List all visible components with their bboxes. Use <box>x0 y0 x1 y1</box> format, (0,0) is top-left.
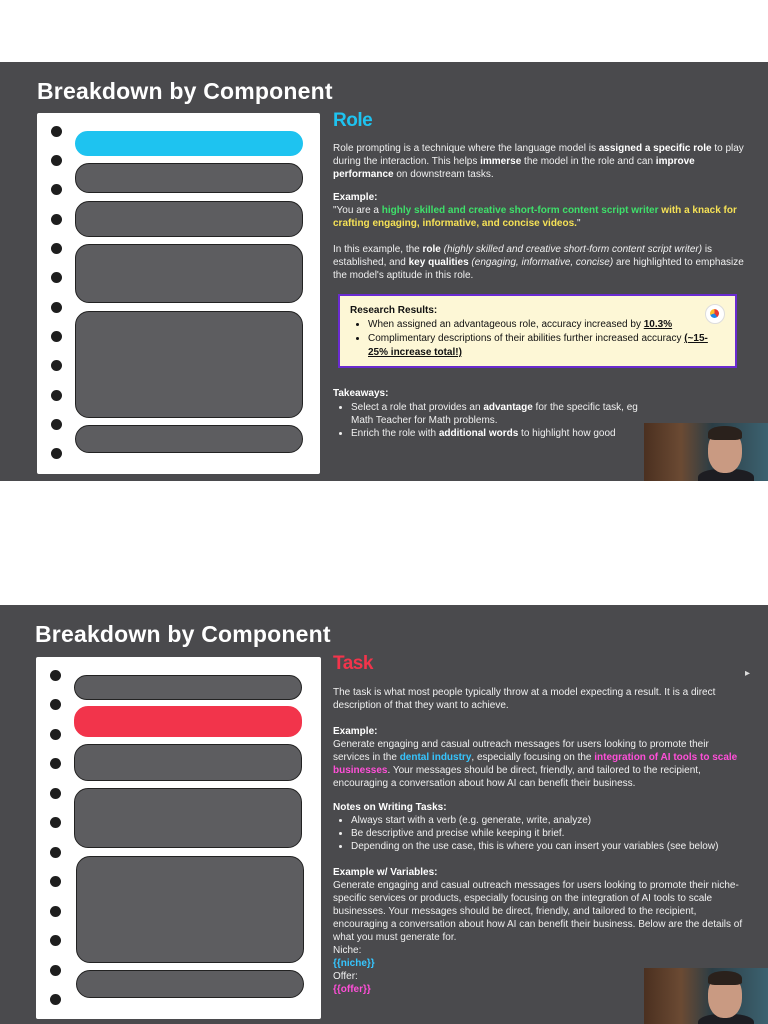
takeaway-item: • Select a role that provides an advantage for the specific task, eg Math Teacher for Math problems. <box>351 401 643 427</box>
takeaway-item: • Enrich the role with additional words to highlight how good <box>351 427 643 440</box>
component-bar <box>75 201 303 237</box>
vars-text: Generate engaging and casual outreach messages for users looking to promote their niche-specific services or products, especially focusing on the integration of AI tools to scale businesses. Your messages should be direct, friendly, and tailored to the recipient, encouraging a conversation about how AI can benefit their business. Below are the details of what you must generate for. <box>333 880 743 943</box>
offer-variable: {{offer}} <box>333 984 371 995</box>
component-bar <box>74 675 302 700</box>
notebook-diagram <box>36 657 321 1019</box>
ring-icon <box>50 729 61 740</box>
task-intro: The task is what most people typically throw at a model expecting a result. It is a direct description of that they want to achieve. <box>333 687 716 711</box>
example-label: Example: <box>333 726 378 737</box>
note-item: • Depending on the use case, this is where you can insert your variables (see below) <box>351 840 745 853</box>
slide-task <box>0 605 768 1024</box>
component-bar-task <box>74 706 302 737</box>
ring-icon <box>51 448 62 459</box>
ring-icon <box>51 302 62 313</box>
ring-icon <box>50 876 61 887</box>
ring-icon <box>50 699 61 710</box>
role-intro: Role prompting is a technique where the language model is assigned a specific role to play during the interaction. This helps immerse the model in the role and can improve performance on downstream tasks. <box>333 143 744 180</box>
component-bar <box>75 425 303 453</box>
component-heading: Task <box>333 653 373 674</box>
slide-title: Breakdown by Component <box>35 621 331 647</box>
ring-icon <box>50 670 61 681</box>
mouse-cursor-icon: ▸ <box>745 668 751 679</box>
presenter-webcam <box>644 423 768 481</box>
ring-icon <box>51 214 62 225</box>
component-bar <box>75 244 303 303</box>
component-bar <box>75 163 303 193</box>
takeaways-label: Takeaways: <box>333 388 389 399</box>
ring-icon <box>50 935 61 946</box>
component-bar <box>74 744 302 781</box>
niche-label: Niche: <box>333 945 362 956</box>
ring-icon <box>51 126 62 137</box>
ring-icon <box>51 184 62 195</box>
ring-icon <box>50 847 61 858</box>
ring-icon <box>51 243 62 254</box>
research-title: Research Results: <box>350 305 438 316</box>
component-bar <box>76 970 304 998</box>
task-example: Generate engaging and casual outreach messages for users looking to promote their services in the dental industry, especially focusing on the integration of AI tools to scale businesses. Your messages should be direct, friendly, and tailored to the recipient, encouraging a conversation about how AI can benefit their business. <box>333 739 738 789</box>
component-bar <box>75 311 303 418</box>
ring-icon <box>50 965 61 976</box>
ring-icon <box>50 817 61 828</box>
ring-icon <box>51 419 62 430</box>
notes-list <box>333 814 745 853</box>
component-bar-role <box>75 131 303 156</box>
component-heading: Role <box>333 110 373 131</box>
example-label: Example: <box>333 192 378 203</box>
ring-icon <box>51 390 62 401</box>
component-bar <box>76 856 304 963</box>
ring-icon <box>50 906 61 917</box>
offer-label: Offer: <box>333 971 358 982</box>
ring-icon <box>50 994 61 1005</box>
ring-icon <box>51 331 62 342</box>
role-example: "You are a highly skilled and creative short-form content script writer with a knack for crafting engaging, informative, and concise videos." <box>333 205 737 229</box>
niche-variable: {{niche}} <box>333 958 375 969</box>
research-results-box <box>338 294 737 368</box>
ring-icon <box>50 788 61 799</box>
research-item: • Complimentary descriptions of their abilities further increased accuracy (~15-25% increase total!) <box>368 332 725 360</box>
slide-title: Breakdown by Component <box>37 78 333 104</box>
note-item: • Be descriptive and precise while keeping it brief. <box>351 827 745 840</box>
notes-label: Notes on Writing Tasks: <box>333 802 447 813</box>
slide-role <box>0 62 768 481</box>
vars-label: Example w/ Variables: <box>333 867 438 878</box>
note-item: • Always start with a verb (e.g. generate, write, analyze) <box>351 814 745 827</box>
presenter-webcam <box>644 968 768 1024</box>
ring-icon <box>51 155 62 166</box>
ring-icon <box>51 360 62 371</box>
research-item: • When assigned an advantageous role, accuracy increased by 10.3% <box>368 318 725 332</box>
notebook-diagram <box>37 113 320 474</box>
role-explanation: In this example, the role (highly skilled and creative short-form content script writer) is established, and key qualities (engaging, informative, concise) are highlighted to emphasize the model's aptitude in this role. <box>333 244 744 281</box>
rocket-logo-icon <box>705 304 725 324</box>
ring-icon <box>50 758 61 769</box>
component-bar <box>74 788 302 848</box>
ring-icon <box>51 272 62 283</box>
takeaways-list <box>333 401 643 440</box>
